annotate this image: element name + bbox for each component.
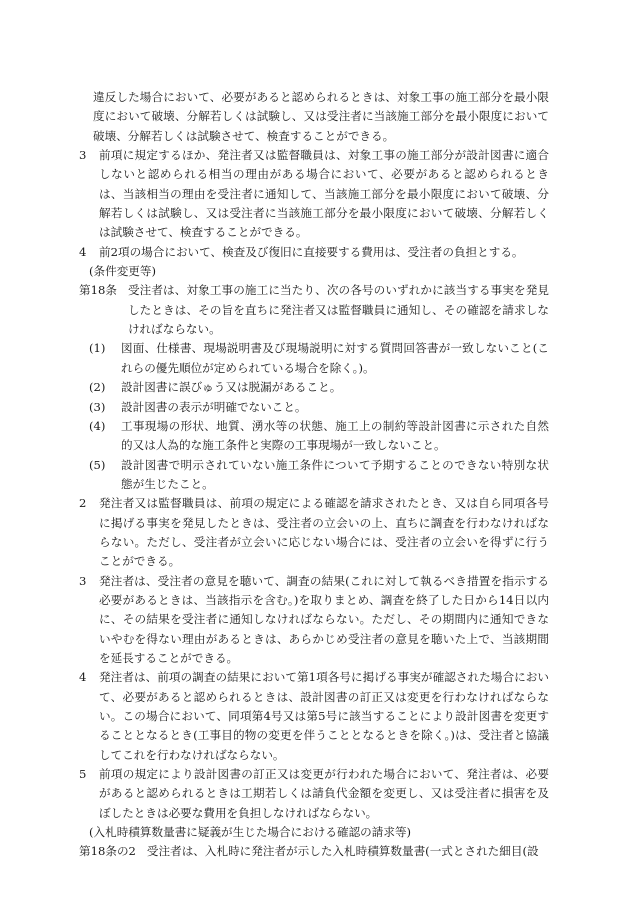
paragraph-text: 違反した場合において、必要があると認められるときは、対象工事の施工部分を最小限度において破壊、分解若しくは試験し、又は受注者に当該施工部分を最小限度において破壊、分解若しくは試験させて、検査することができる。 (93, 90, 549, 143)
paragraph-text: 前項の規定により設計図書の訂正又は変更が行われた場合において、発注者は、必要があると認められるときは工期若しくは請負代金額を変更し、又は受注者に損害を及ぼしたときは必要な費用を負担しなければならない。 (99, 767, 549, 820)
article-18 (79, 281, 549, 339)
item-text: 工事現場の形状、地質、湧水等の状態、施工上の制約等設計図書に示された自然的又は人為的な施工条件と実際の工事現場が一致しないこと。 (121, 418, 549, 453)
paragraph-18-4 (79, 668, 549, 765)
item-text: 設計図書の表示が明確でないこと。 (121, 399, 307, 414)
caption-text: (入札時積算数量書に疑義が生じた場合における確認の請求等) (89, 825, 412, 840)
article-number: 第18条 (79, 283, 117, 298)
item-1 (79, 339, 549, 378)
item-number: (4) (89, 418, 106, 433)
paragraph-17-3 (79, 146, 549, 243)
item-5 (79, 456, 549, 495)
item-text: 図面、仕様書、現場説明書及び現場説明に対する質問回答書が一致しないこと(これらの優先順位が定められている場合を除く。)。 (121, 341, 549, 375)
item-3 (79, 398, 549, 417)
item-number: (5) (89, 457, 106, 472)
caption-text: (条件変更等) (89, 264, 157, 279)
paragraph-number: 4 (79, 244, 87, 259)
paragraph-text: 発注者は、前項の調査の結果において第1項各号に掲げる事実が確認された場合において、必要があると認められるときは、設計図書の訂正又は変更を行わなければならない。この場合において、同項第4号又は第5号に該当することにより設計図書を変更することとなるとき(工事目的物の変更を伴うこととなるときを除く。)は、受注者と協議してこれを行わなければならない。 (99, 670, 549, 762)
article-caption (79, 823, 549, 842)
paragraph-text: 発注者又は監督職員は、前項の規定による確認を請求されたとき、又は自ら同項各号に掲げる事実を発見したときは、受注者の立会いの上、直ちに調査を行わなければならない。ただし、受注者が立会いに応じない場合には、受注者の立会いを得ずに行うことができる。 (99, 496, 549, 569)
paragraph-continuation (79, 88, 549, 146)
paragraph-18-5 (79, 765, 549, 823)
paragraph-number: 3 (79, 573, 87, 588)
article-caption (79, 262, 549, 281)
item-text: 設計図書で明示されていない施工条件について予期することのできない特別な状態が生じたこと。 (121, 457, 549, 491)
item-2 (79, 378, 549, 397)
document-body (79, 88, 549, 862)
paragraph-text: 前項に規定するほか、発注者又は監督職員は、対象工事の施工部分が設計図書に適合しないと認められる相当の理由がある場合において、必要があると認められるときは、当該相当の理由を受注者に通知して、当該施工部分を最小限度において破壊、分解若しくは試験し、又は受注者に当該施工部分を最小限度において破壊、分解若しくは試験させて、検査することができる。 (99, 148, 549, 240)
item-number: (2) (89, 380, 106, 395)
paragraph-text: 前2項の場合において、検査及び復旧に直接要する費用は、受注者の負担とする。 (99, 244, 524, 259)
item-4 (79, 417, 549, 456)
paragraph-18-3 (79, 572, 549, 669)
paragraph-text: 発注者は、受注者の意見を聴いて、調査の結果(これに対して執るべき措置を指示する必要があるときは、当該指示を含む。)を取りまとめ、調査を終了した日から14日以内に、その結果を受注者に通知しなければならない。ただし、その期間内に通知できないやむを得ない理由があるときは、あらかじめ受注者の意見を聴いた上で、当該期間を延長することができる。 (99, 573, 549, 665)
paragraph-number: 2 (79, 496, 87, 511)
article-text: 受注者は、対象工事の施工に当たり、次の各号のいずれかに該当する事実を発見したときは、その旨を直ちに発注者又は監督職員に通知し、その確認を請求しなければならない。 (127, 283, 549, 337)
paragraph-18-2 (79, 494, 549, 571)
article-number: 第18条の2 (79, 844, 136, 859)
paragraph-17-4 (79, 243, 549, 262)
paragraph-number: 5 (79, 767, 87, 782)
item-number: (1) (89, 341, 106, 356)
item-text: 設計図書に誤びゅう又は脱漏があること。 (121, 380, 342, 395)
article-text: 受注者は、入札時に発注者が示した入札時積算数量書(一式とされた細目(設 (146, 844, 539, 859)
paragraph-number: 3 (79, 148, 87, 163)
paragraph-number: 4 (79, 670, 87, 685)
item-number: (3) (89, 399, 106, 414)
article-18-2 (79, 842, 549, 861)
